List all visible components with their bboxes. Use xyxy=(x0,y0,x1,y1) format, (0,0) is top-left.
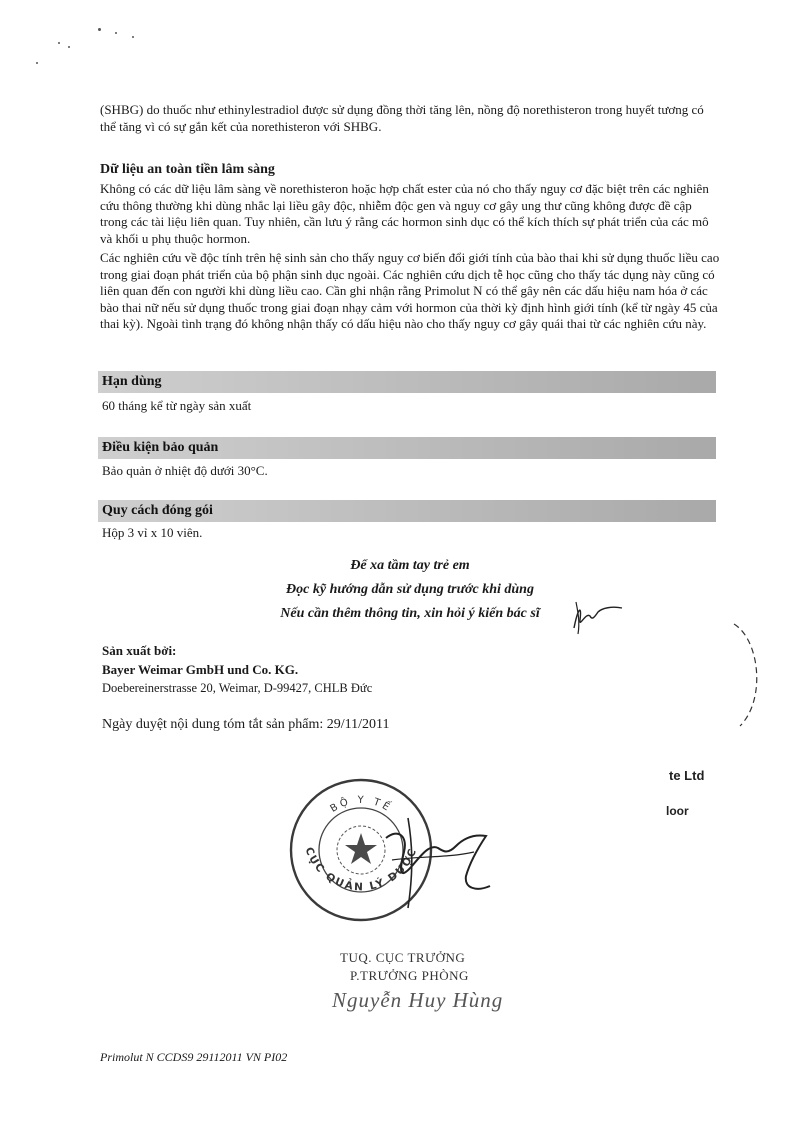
storage-text: Bảo quản ở nhiệt độ dưới 30°C. xyxy=(102,463,268,478)
side-fragment-1: te Ltd xyxy=(669,768,705,783)
scan-speck xyxy=(36,62,38,64)
section-bar-packaging xyxy=(98,500,716,522)
manufacturer-name: Bayer Weimar GmbH und Co. KG. xyxy=(102,662,299,677)
approval-date: Ngày duyệt nội dung tóm tắt sản phẩm: 29/11/2011 xyxy=(102,717,390,732)
preclinical-paragraph-1: Không có các dữ liệu lâm sàng về norethisteron hoặc hợp chất ester của nó cho thấy nguy cơ đặc biệt trên các nghiên cứu thông thường khi dùng nhắc lại liều gây độc, nhiễm độc gen và nguy cơ gây ung thư cũng không được đề cập trong các tài liệu liên quan. Tuy nhiên, cần lưu ý rằng các hormon sinh dục có thể kích thích sự phát triển của các mô và khối u phụ thuộc hormon. xyxy=(100,181,709,246)
preclinical-heading: Dữ liệu an toàn tiền lâm sàng xyxy=(100,162,275,177)
manufacturer-label: Sản xuất bởi: xyxy=(102,643,177,658)
stamp-top-text: BỘ Y TẾ xyxy=(328,794,394,815)
storage-heading: Điều kiện bảo quản xyxy=(102,440,219,455)
scan-speck xyxy=(58,42,60,44)
initials-signature xyxy=(568,598,628,638)
scan-speck xyxy=(68,46,70,48)
official-signature xyxy=(378,808,508,918)
page-edge-arc xyxy=(730,620,780,730)
signature-title-2: P.TRƯỞNG PHÒNG xyxy=(350,968,469,983)
packaging-heading: Quy cách đóng gói xyxy=(102,503,213,518)
warning-line-1: Để xa tầm tay trẻ em xyxy=(350,558,470,573)
manufacturer-address: Doebereinerstrasse 20, Weimar, D-99427, CHLB Đức xyxy=(102,681,373,695)
intro-paragraph: (SHBG) do thuốc như ethinylestradiol được sử dụng đồng thời tăng lên, nồng độ norethisteron trong huyết tương có thể tăng vì có sự gắn kết của norethisteron với SHBG. xyxy=(100,102,704,134)
section-bar-shelf-life xyxy=(98,371,716,393)
preclinical-paragraph-2: Các nghiên cứu về độc tính trên hệ sinh sản cho thấy nguy cơ biến đổi giới tính của bào thai khi sử dụng thuốc liều cao trong giai đoạn phát triển của bộ phận sinh dục ngoài. Các nghiên cứu dịch tễ học cũng cho thấy tác dụng này cũng có liên quan đến con người khi dùng liều cao. Cần ghi nhận rằng Primolut N có thể gây nên các dấu hiệu nam hóa ở các bào thai nữ nếu sử dụng thuốc trong giai đoạn nhạy cảm với hormon của thời kỳ định hình giới tính (kể từ ngày 45 của thai kỳ). Ngoài tình trạng đó không nhận thấy có dấu hiệu nào cho thấy nguy cơ gây quái thai từ các nghiên cứu này. xyxy=(100,250,720,332)
section-bar-storage xyxy=(98,437,716,459)
side-fragment-2: loor xyxy=(666,804,689,818)
warning-line-3: Nếu cần thêm thông tin, xin hỏi ý kiến bác sĩ xyxy=(280,606,540,621)
stamp-ring-text: CỤC QUẢN LÝ DƯỢC xyxy=(302,845,420,894)
warning-line-2: Đọc kỹ hướng dẫn sử dụng trước khi dùng xyxy=(286,582,534,597)
shelf-life-heading: Hạn dùng xyxy=(102,374,162,389)
scan-speck xyxy=(98,28,101,31)
packaging-text: Hộp 3 vỉ x 10 viên. xyxy=(102,525,203,540)
scan-speck xyxy=(132,36,134,38)
scan-speck xyxy=(115,32,117,34)
shelf-life-text: 60 tháng kể từ ngày sản xuất xyxy=(102,398,252,413)
signature-title-1: TUQ. CỤC TRƯỞNG xyxy=(340,950,466,965)
signer-name: Nguyễn Huy Hùng xyxy=(332,988,504,1012)
document-footer: Primolut N CCDS9 29112011 VN PI02 xyxy=(100,1050,288,1064)
